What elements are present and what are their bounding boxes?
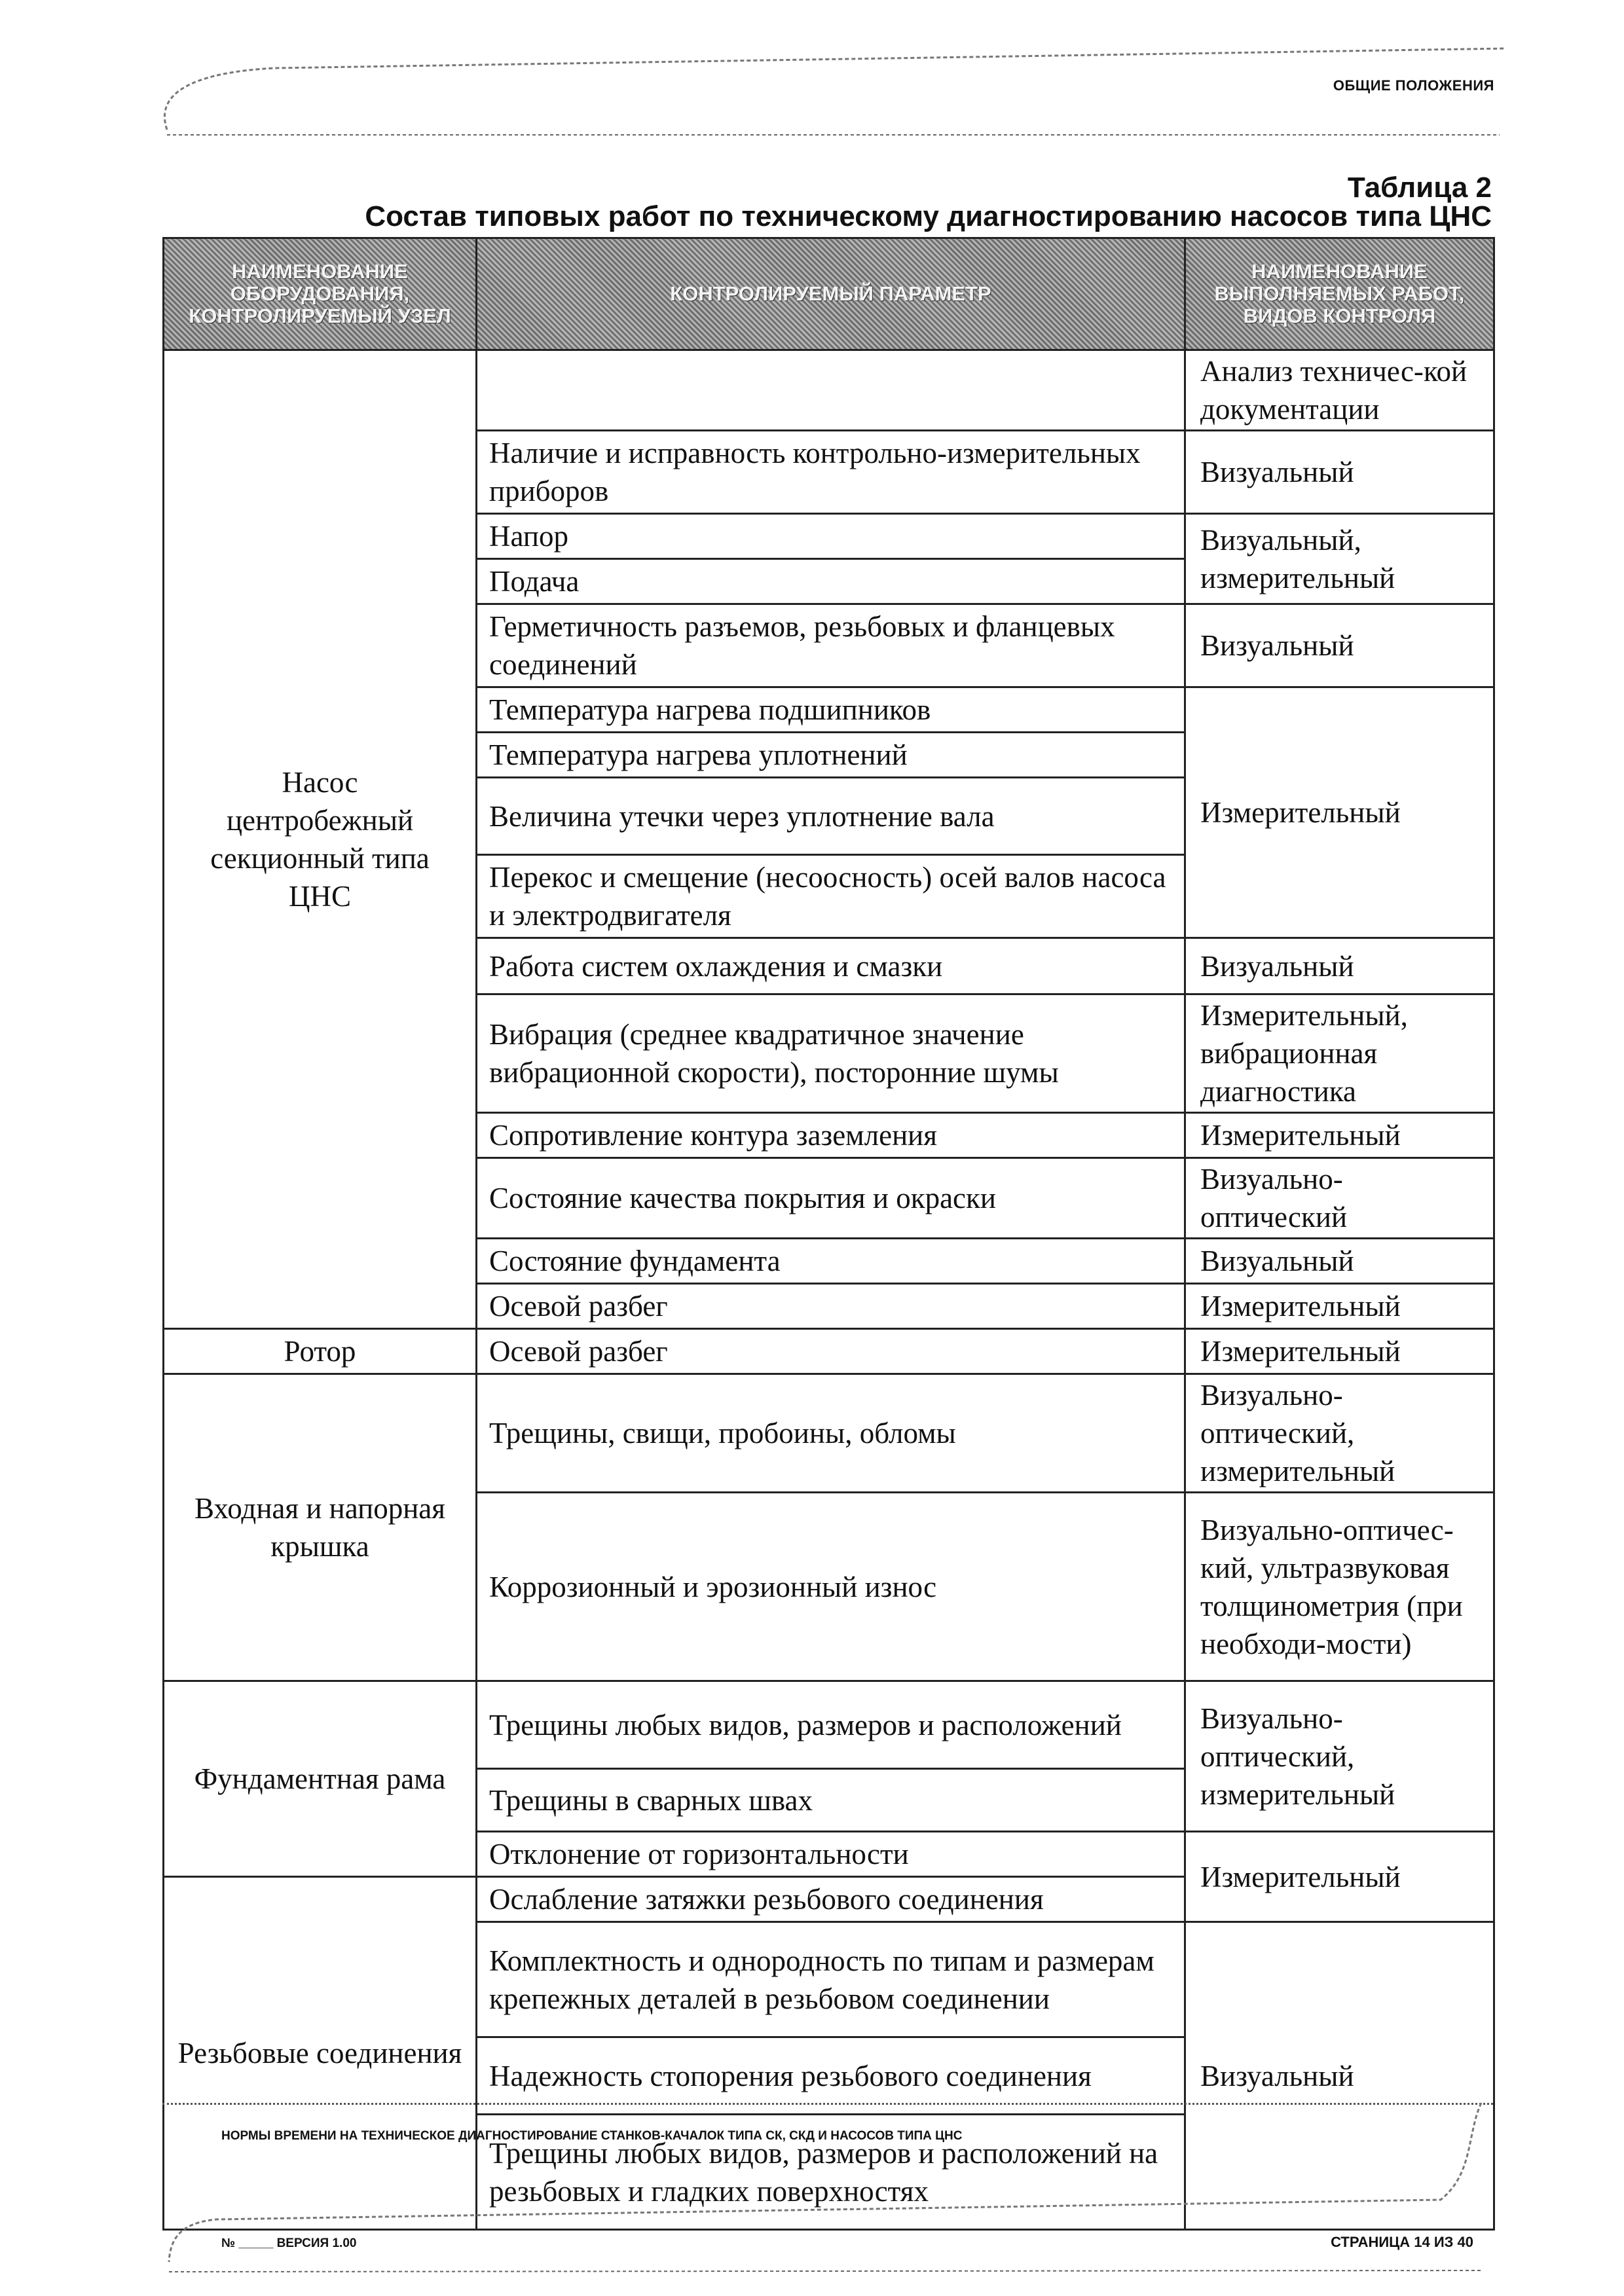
param-cell: Перекос и смещение (несоосность) осей валов насоса и электродвигателя bbox=[477, 855, 1185, 938]
table-row bbox=[164, 1681, 1494, 1769]
param-cell: Величина утечки через уплотнение вала bbox=[477, 778, 1185, 855]
work-cell: Визуальный bbox=[1185, 938, 1494, 994]
section-title: ОБЩИЕ ПОЛОЖЕНИЯ bbox=[1333, 77, 1494, 94]
work-cell: Визуальный, измерительный bbox=[1185, 514, 1494, 604]
param-cell: Коррозионный и эрозионный износ bbox=[477, 1493, 1185, 1681]
column-header-work: НАИМЕНОВАНИЕ ВЫПОЛНЯЕМЫХ РАБОТ, ВИДОВ КОНТРОЛЯ bbox=[1185, 238, 1494, 350]
param-cell: Осевой разбег bbox=[477, 1284, 1185, 1329]
work-cell: Визуальный bbox=[1185, 604, 1494, 687]
param-cell: Трещины, свищи, пробоины, обломы bbox=[477, 1374, 1185, 1493]
param-cell: Напор bbox=[477, 514, 1185, 559]
param-cell: Вибрация (среднее квадратичное значение вибрационной скорости), посторонние шумы bbox=[477, 994, 1185, 1113]
document-version: ВЕРСИЯ 1.00 bbox=[276, 2236, 357, 2250]
work-cell: Измерительный bbox=[1185, 687, 1494, 938]
work-cell: Измерительный bbox=[1185, 1832, 1494, 1922]
param-cell: Герметичность разъемов, резьбовых и фланцевых соединений bbox=[477, 604, 1185, 687]
param-cell: Надежность стопорения резьбового соединения bbox=[477, 2037, 1185, 2115]
unit-threads: Резьбовые соединения bbox=[164, 1877, 477, 2230]
work-cell: Измерительный, вибрационная диагностика bbox=[1185, 994, 1494, 1113]
table-row bbox=[164, 1329, 1494, 1374]
work-cell: Анализ техничес-кой документации bbox=[1185, 350, 1494, 431]
param-cell: Работа систем охлаждения и смазки bbox=[477, 938, 1185, 994]
footer-decoration bbox=[0, 2095, 1624, 2291]
unit-rotor: Ротор bbox=[164, 1329, 477, 1374]
param-cell: Комплектность и однородность по типам и размерам крепежных деталей в резьбовом соединении bbox=[477, 1922, 1185, 2037]
work-cell: Визуально-оптический bbox=[1185, 1158, 1494, 1239]
param-cell: Подача bbox=[477, 559, 1185, 604]
column-header-unit: НАИМЕНОВАНИЕ ОБОРУДОВАНИЯ, КОНТРОЛИРУЕМЫЙ УЗЕЛ bbox=[164, 238, 477, 350]
work-cell: Измерительный bbox=[1185, 1113, 1494, 1158]
footer-version-block bbox=[221, 2236, 356, 2251]
work-cell: Визуальный bbox=[1185, 431, 1494, 514]
param-cell: Температура нагрева уплотнений bbox=[477, 733, 1185, 778]
work-cell: Визуально-оптический, измерительный bbox=[1185, 1374, 1494, 1493]
column-header-parameter: КОНТРОЛИРУЕМЫЙ ПАРАМЕТР bbox=[477, 238, 1185, 350]
param-cell: Трещины любых видов, размеров и расположений на резьбовых и гладких поверхностях bbox=[477, 2115, 1185, 2230]
unit-frame: Фундаментная рама bbox=[164, 1681, 477, 1877]
param-cell: Температура нагрева подшипников bbox=[477, 687, 1185, 733]
work-cell: Измерительный bbox=[1185, 1329, 1494, 1374]
param-cell: Трещины в сварных швах bbox=[477, 1769, 1185, 1832]
unit-cover: Входная и напорная крышка bbox=[164, 1374, 477, 1681]
param-cell: Отклонение от горизонтальности bbox=[477, 1832, 1185, 1877]
unit-cell bbox=[164, 350, 477, 1329]
param-cell: Состояние качества покрытия и окраски bbox=[477, 1158, 1185, 1239]
work-cell: Измерительный bbox=[1185, 1284, 1494, 1329]
document-number: № _____ bbox=[221, 2236, 274, 2250]
work-cell: Визуально-оптичес-кий, ультразвуковая толщинометрия (при необходи-мости) bbox=[1185, 1493, 1494, 1681]
param-cell: Трещины любых видов, размеров и расположений bbox=[477, 1681, 1185, 1769]
table-number: Таблица 2 bbox=[1347, 172, 1492, 204]
page-number: СТРАНИЦА 14 ИЗ 40 bbox=[1331, 2234, 1473, 2250]
table-row bbox=[164, 350, 1494, 431]
param-cell: Наличие и исправность контрольно-измерительных приборов bbox=[477, 431, 1185, 514]
param-cell: Осевой разбег bbox=[477, 1329, 1185, 1374]
param-cell bbox=[477, 350, 1185, 431]
work-cell: Визуальный bbox=[1185, 1239, 1494, 1284]
table-header-row bbox=[164, 238, 1494, 350]
unit-pump: Насос центробежный секционный типа ЦНС bbox=[210, 766, 430, 913]
param-cell: Сопротивление контура заземления bbox=[477, 1113, 1185, 1158]
work-cell: Визуально-оптический, измерительный bbox=[1185, 1681, 1494, 1832]
diagnostics-table bbox=[162, 237, 1495, 2231]
footer-title: НОРМЫ ВРЕМЕНИ НА ТЕХНИЧЕСКОЕ ДИАГНОСТИРОВАНИЕ СТАНКОВ-КАЧАЛОК ТИПА СК, СКД И НАСОСОВ ТИПА ЦНС bbox=[221, 2129, 963, 2143]
table-row bbox=[164, 1374, 1494, 1493]
param-cell: Состояние фундамента bbox=[477, 1239, 1185, 1284]
table-title: Состав типовых работ по техническому диагностированию насосов типа ЦНС bbox=[365, 200, 1492, 232]
param-cell: Ослабление затяжки резьбового соединения bbox=[477, 1877, 1185, 1922]
work-cell: Визуальный bbox=[1185, 1922, 1494, 2230]
